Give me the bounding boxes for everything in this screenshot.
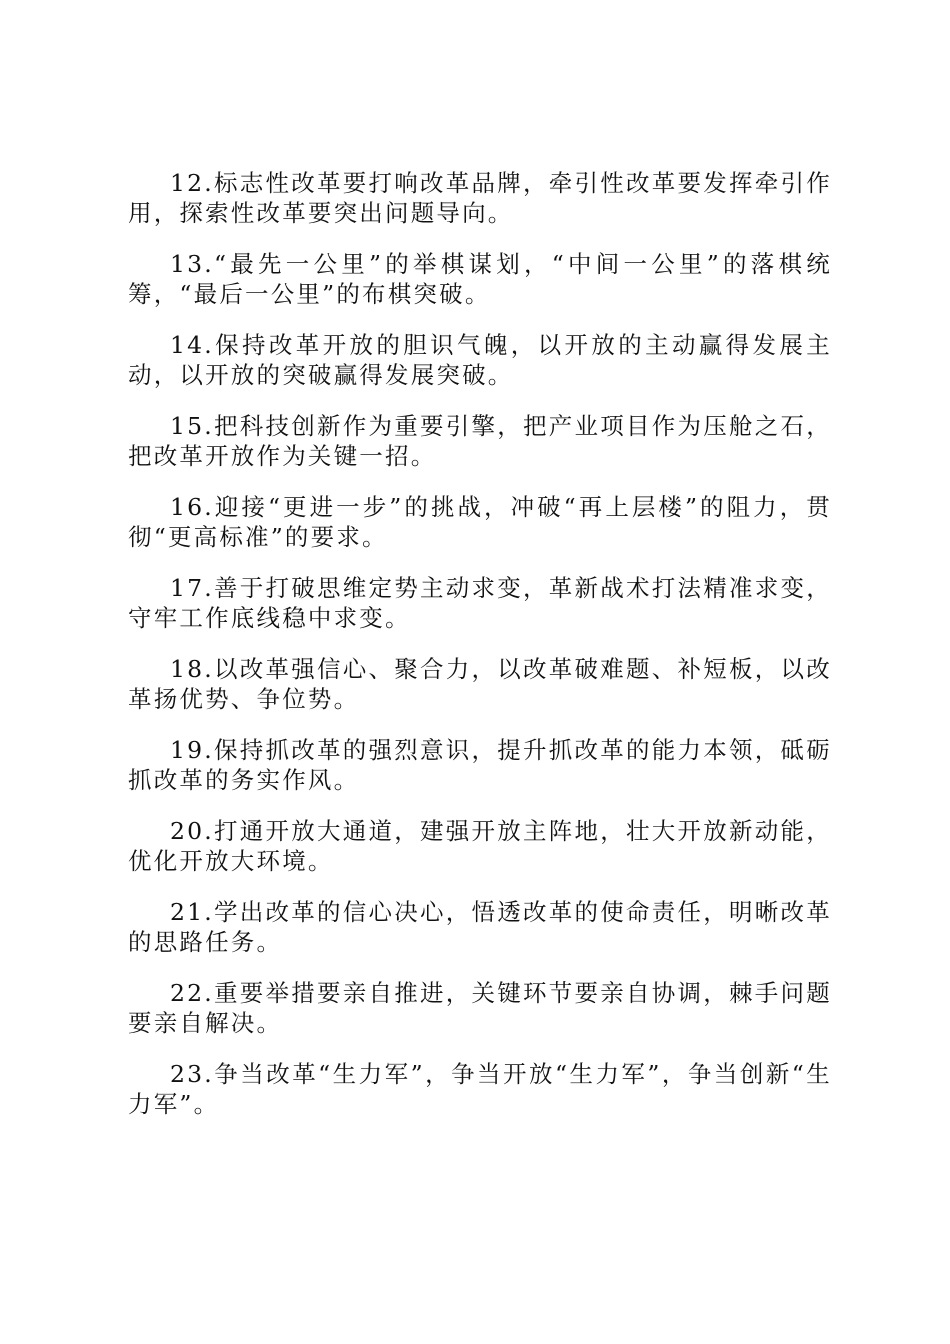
document-body xyxy=(128,168,832,1140)
paragraph-18: 18.以改革强信心、聚合力，以改革破难题、补短板，以改革扬优势、争位势。 xyxy=(128,655,832,713)
paragraph-15: 15.把科技创新作为重要引擎，把产业项目作为压舱之石，把改革开放作为关键一招。 xyxy=(128,412,832,470)
paragraph-17: 17.善于打破思维定势主动求变，革新战术打法精准求变，守牢工作底线稳中求变。 xyxy=(128,574,832,632)
paragraph-14: 14.保持改革开放的胆识气魄，以开放的主动赢得发展主动，以开放的突破赢得发展突破。 xyxy=(128,331,832,389)
paragraph-20: 20.打通开放大通道，建强开放主阵地，壮大开放新动能，优化开放大环境。 xyxy=(128,817,832,875)
paragraph-23: 23.争当改革“生力军”，争当开放“生力军”，争当创新“生力军”。 xyxy=(128,1060,832,1118)
paragraph-13: 13.“最先一公里”的举棋谋划，“中间一公里”的落棋统筹，“最后一公里”的布棋突破。 xyxy=(128,250,832,308)
paragraph-16: 16.迎接“更进一步”的挑战，冲破“再上层楼”的阻力，贯彻“更高标准”的要求。 xyxy=(128,493,832,551)
paragraph-19: 19.保持抓改革的强烈意识，提升抓改革的能力本领，砥砺抓改革的务实作风。 xyxy=(128,736,832,794)
paragraph-12: 12.标志性改革要打响改革品牌，牵引性改革要发挥牵引作用，探索性改革要突出问题导向。 xyxy=(128,169,832,227)
paragraph-21: 21.学出改革的信心决心，悟透改革的使命责任，明晰改革的思路任务。 xyxy=(128,898,832,956)
paragraph-22: 22.重要举措要亲自推进，关键环节要亲自协调，棘手问题要亲自解决。 xyxy=(128,979,832,1037)
